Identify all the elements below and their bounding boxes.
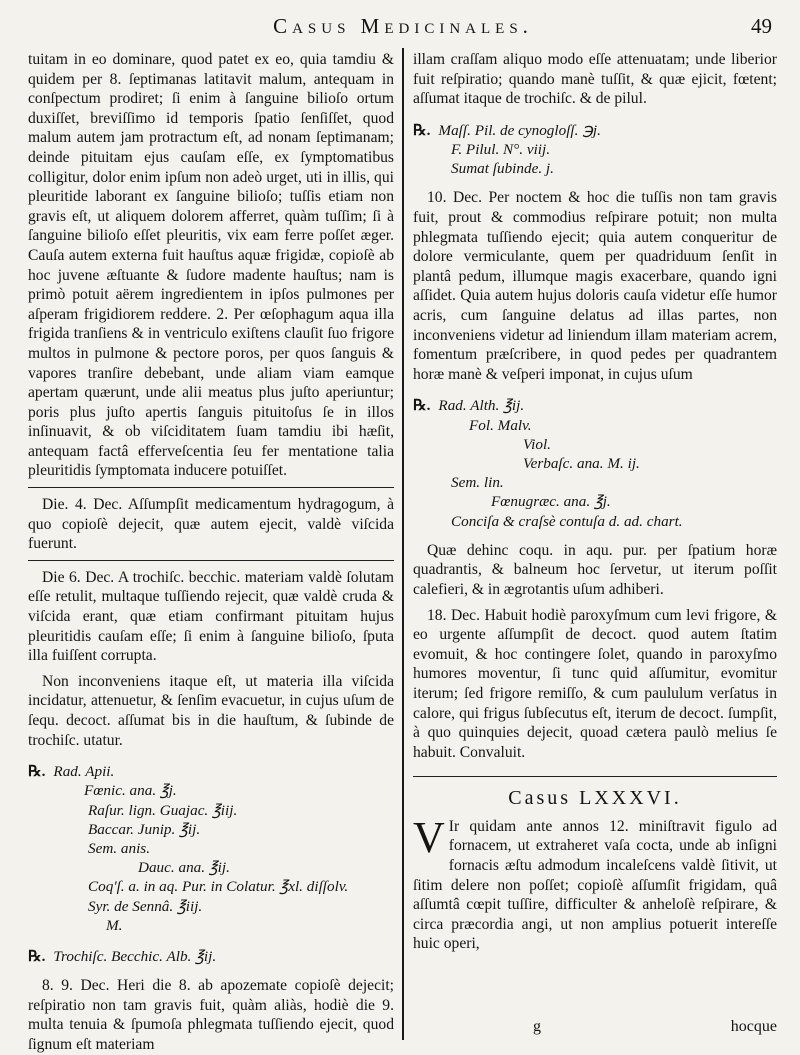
prescription-line: Viol. (523, 435, 551, 453)
paragraph: V Ir quidam ante annos 12. miniſtravit figulo ad fornacem, ut extraheret vaſa cocta, unde ab inſigni fornacis æſtu admodum incaleſcens valdè ſitivit, ut ſitim delere non poſſet; copioſè aſſumſit frigidam, quâ aſſumtâ cœpit tuſſire, difficulter & anheloſè reſpirare, & circa præcordia angi, ut non amplius potuerit intereſſe huic operi, (413, 812, 777, 953)
paragraph: 8. 9. Dec. Heri die 8. ab apozemate copioſè dejecit; reſpiratio non tam gravis fuit, quàm aliàs, hodiè die 9. multa tenuia & ſpumoſa phlegmata tuſſiendo ejecit, quod ſignum eſt materiam (28, 977, 394, 1053)
prescription-line: Verbaſc. ana. M. ij. (523, 454, 640, 472)
prescription-line: Dauc. ana. ℥ij. (138, 859, 230, 877)
prescription-line: Sem. anis. (88, 840, 151, 857)
prescription-line: ℞. Maſſ. Pil. de cynogloſſ. ℈j. (413, 121, 601, 139)
prescription-line: Sem. lin. (451, 474, 504, 492)
prescription-line: Coq'ſ. a. in aq. Pur. in Colatur. ℥xl. diſſolv. (88, 878, 349, 896)
recipe-sign: ℞. (413, 121, 431, 139)
paragraph: Non inconveniens itaque eſt, ut materia illa viſcida incidatur, attenuetur, & ſenſim evacuetur, in cujus uſum de ſequ. decoct. aſſumat bis in die hauſtum, & ſubinde de trochiſc. utatur. (28, 672, 394, 749)
catchword: hocque (730, 1018, 777, 1035)
prescription-line: Syr. de Sennâ. ℥iij. (88, 897, 203, 915)
paragraph: Die 6. Dec. A trochiſc. becchic. materiam valdè ſolutam eſſe retulit, multaque tuſſiendo rejecit, quæ valdè cruda & viſcida erant, quæ etiam confirmant pituitam hujus pleuritidis cauſam eſſe; ſi enim à ſanguine bilioſo, ſputa illa fuiſſent corrupta. (28, 568, 394, 665)
prescription-line: ℞. Rad. Alth. ℥ij. (413, 397, 525, 415)
prescription-block (28, 947, 394, 966)
left-column (28, 50, 394, 1053)
drop-cap: V (413, 812, 445, 862)
running-header (30, 14, 776, 44)
paragraph: Die. 4. Dec. Aſſumpſit medicamentum hydragogum, à quo copioſè dejecit, quæ autem ejecit, valdè viſcida fuerunt. (28, 496, 394, 553)
prescription-line: Conciſa & craſsè contuſa d. ad. chart. (451, 512, 683, 530)
prescription-block (413, 121, 777, 179)
paragraph: illam craſſam aliquo modo eſſe attenuatam; unde liberior fuit reſpiratio; quando manè tuſſit, & quæ ejicit, fœtent; aſſumat itaque de trochiſc. & de pilul. (413, 51, 777, 108)
prescription-line: F. Pilul. N°. viij. (451, 140, 551, 158)
prescription-line: Fœnugræc. ana. ℥j. (491, 493, 611, 511)
prescription-block (413, 396, 777, 530)
running-title: Casus Medicinales. (273, 14, 533, 38)
paragraph: Quæ dehinc coqu. in aqu. pur. per ſpatium horæ quadrantis, & balneum hoc ſervetur, ut iterum poſſit calefieri, & in ægrotantis uſum adhiberi. (413, 541, 777, 598)
paragraph: 10. Dec. Per noctem & hoc die tuſſis non tam gravis fuit, prout & commodius reſpirare potuit; non multa phlegmata tuſſiendo ejecit; quia autem conqueritur de dolore vermiculante, quem per quadriduum ſenſit in plantâ pedum, illumque magis exacerbare, quando igni aſſidet. Quia autem hujus doloris cauſa videtur eſſe humor acris, cum ſanguine delatus ad illas partes, non inconveniens videtur ad liniendum illam materiam acrem, fomentum præſcribere, in quod pedes per quadrantem horæ manè & veſperi imponat, in cujus uſum (413, 189, 777, 383)
case-title: Casus LXXXVI. (508, 787, 682, 810)
prescription-line: Raſur. lign. Guajac. ℥iij. (88, 801, 238, 819)
prescription-line: Fol. Malv. (469, 416, 532, 434)
prescription-line: M. (106, 916, 123, 934)
column-divider (402, 48, 404, 1040)
prescription-block (28, 762, 394, 935)
prescription-line: ℞. Rad. Apii. (28, 763, 115, 781)
right-column (413, 50, 777, 1032)
prescription-line: Sumat ſubinde. j. (451, 160, 554, 178)
separator-rule (28, 560, 394, 561)
recipe-sign: ℞. (413, 397, 431, 415)
signature-mark: g (533, 1018, 541, 1035)
paragraph: tuitam in eo dominare, quod patet ex eo, quia tamdiu & quidem per 8. ſeptimanas latitavit malum, antequam in conſpectum prodiret; ſi enim à ſanguine bilioſo ortum duxiſſet, breviſſimo id temporis ſpatio ſenſiſſet, quod malum autem jam protractum eſt, ad nonam ſeptimanam; deinde pituitam ejus cauſam eſſe, ex ſymptomatibus colligitur, dolor enim ipſum non adeò urget, uti in illis, qui pleuritide laborant ex ſanguine bilioſo; tuſſis etiam non gravis eſt, ut aliquem dolorem afferret, quàm tuſſim; ſi à ſanguine bilioſo eſſet pleuritis, vix eam ferre poſſet æger. Cauſa autem externa fuit hauſtus aquæ frigidæ, copioſè ab hoc juvene æſtuante & ſudore madente hauſtus; nam is primò potuit aërem ingredientem in ipſos pulmones per aſperam frigidiorem reddere. 2. Per œſophagum aqua illa frigida tranſiens & in ventriculo exiſtens clauſit ſuo frigore multos in pulmone & pectore poros, per quos ſanguis & vapores tranſire debebant, unde aliam viam eamque apertam quærunt, unde alii meatus plus juſto aperiuntur; poris plus juſto apertis ſanguis pituitoſus ſe in illos inſinuavit, & ob viſciditatem ſuam tamdiu ibi hæſit, antequam factâ efferveſcentia ſeu fer mentatione talia pleuritidis ſymptomata inducere potuiſſet. (28, 51, 394, 480)
separator-rule (413, 776, 777, 777)
recipe-sign: ℞. (28, 763, 46, 781)
paragraph: 18. Dec. Habuit hodiè paroxyſmum cum levi frigore, & eo urgente aſſumpſit de decoct. quod autem ſtatim evomuit, & hoc contingere ſolet, quando in paroxyſmo humores moventur, ſi tunc quid aſſumitur, evomitur iterum; ſed frigore remiſſo, & cum paululum verſatus in calore, qui frigus ſubſecutus eſt, iterum de decoct. ſumpſit, à quo quinquies dejecit, quoad cætera paulò melius ſe habuit. Convaluit. (413, 606, 777, 761)
prescription-line: Baccar. Junip. ℥ij. (88, 820, 201, 838)
recipe-sign: ℞. (28, 948, 46, 966)
prescription-line: ℞. Trochiſc. Becchic. Alb. ℥ij. (28, 948, 217, 966)
page-number: 49 (751, 14, 772, 38)
prescription-line: Fœnic. ana. ℥j. (84, 782, 177, 800)
separator-rule (28, 487, 394, 488)
